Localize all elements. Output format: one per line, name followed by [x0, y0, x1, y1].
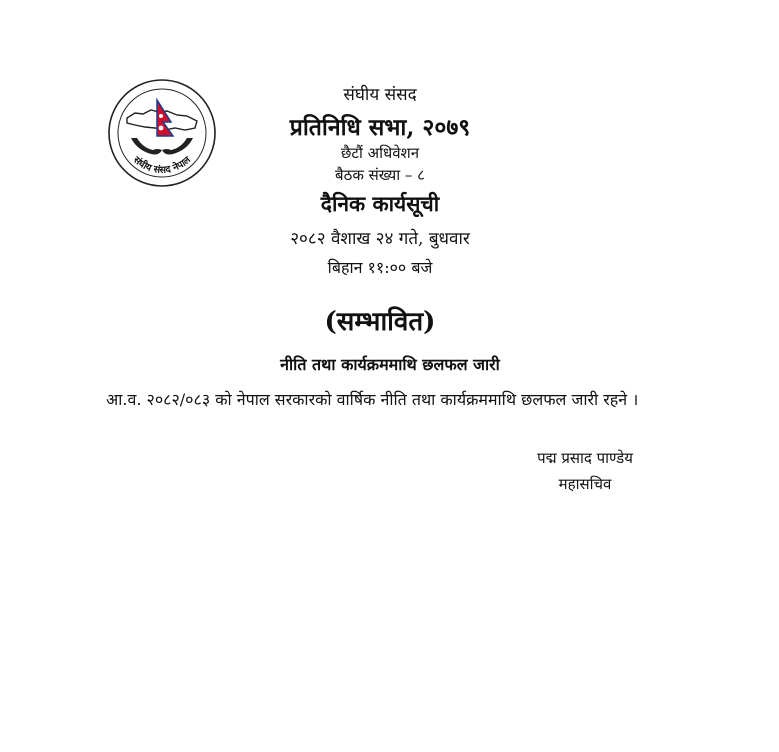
house-title: प्रतिनिधि सभा, २०७९ — [289, 114, 471, 141]
svg-text:संघीय संसद नेपाल — [130, 153, 193, 176]
meeting-date: २०८२ वैशाख २४ गते, बुधवार — [290, 229, 470, 249]
session-label: छैटौं अधिवेशन — [340, 144, 420, 162]
left-hand-icon — [131, 138, 162, 155]
agenda-title: दैनिक कार्यसूची — [320, 191, 440, 216]
nepal-flag-icon — [157, 100, 173, 136]
signatory-name: पद्म प्रसाद पाण्डेय — [537, 449, 633, 467]
logo-caption: संघीय संसद नेपाल — [131, 154, 193, 176]
agenda-item-heading: नीति तथा कार्यक्रममाथि छलफल जारी — [280, 355, 500, 374]
signatory-title: महासचिव — [558, 475, 612, 493]
right-hand-icon — [162, 138, 193, 155]
parliament-name: संघीय संसद — [343, 85, 417, 105]
meeting-time: बिहान ११:०० बजे — [327, 258, 433, 277]
status-label: (सम्भावित) — [324, 307, 436, 337]
meeting-number: बैठक संख्या – ८ — [335, 166, 425, 184]
agenda-item-text: आ.व. २०८२/०८३ को नेपाल सरकारको वार्षिक नीति तथा कार्यक्रममाथि छलफल जारी रहने । — [106, 390, 639, 409]
